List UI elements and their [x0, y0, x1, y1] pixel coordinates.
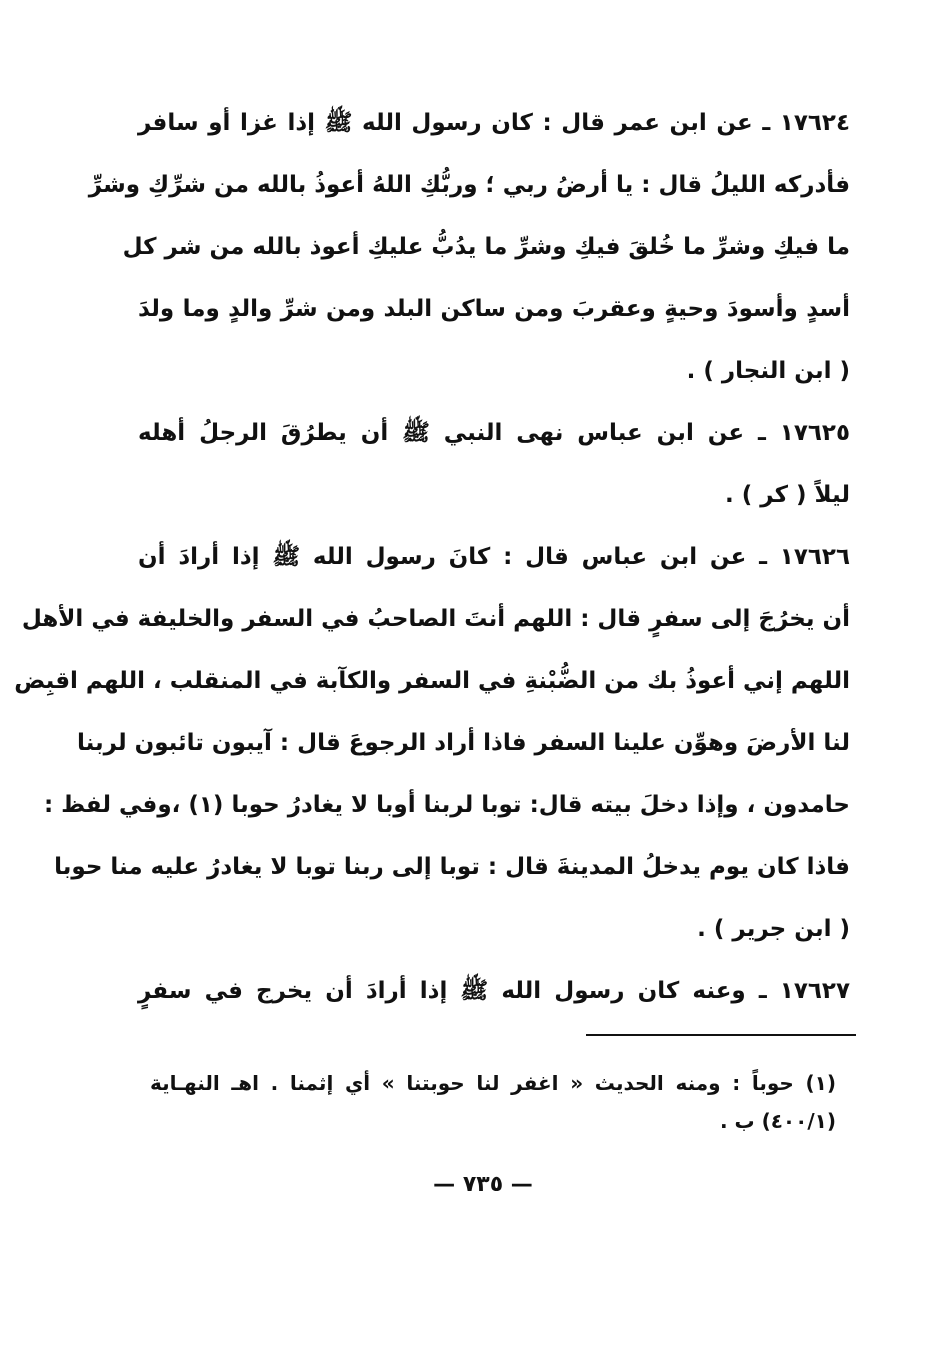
footnote-divider	[586, 1034, 856, 1036]
text-line: ١٧٦٢٦ ـ عن ابن عباس قال : كانَ رسول الله ﷺ إذا أرادَ أن	[138, 544, 850, 570]
page-number: — ٧٣٥ —	[433, 1172, 533, 1197]
text-line: لنا الأرضَ وهوِّن علينا السفر فاذا أراد الرجوعَ قال : آيبون تائبون لربنا	[76, 730, 850, 756]
main-text	[14, 108, 850, 1038]
text-line: فأدركه الليلُ قال : يا أرضُ ربي ؛ وربُّكِ اللهُ أعوذُ بالله من شرِّكِ وشرِّ	[88, 172, 850, 198]
text-line: ما فيكِ وشرِّ ما خُلقَ فيكِ وشرِّ ما يدُبُّ عليكِ أعوذ بالله من شر كل	[122, 234, 850, 260]
footnote	[150, 1068, 836, 1144]
text-line: حامدون ، وإذا دخلَ بيته قال: توبا لربنا أوبا لا يغادرُ حوبا (١) ،وفي لفظ :	[43, 792, 850, 818]
text-line: أن يخرُجَ إلى سفرٍ قال : اللهم أنتَ الصاحبُ في السفر والخليفة في الأهل	[21, 606, 850, 632]
text-line: ( ابن النجار ) .	[686, 358, 850, 384]
text-line: ليلاً ( كر ) .	[725, 482, 850, 508]
footnote-line: (١) حوباً : ومنه الحديث « اغفر لنا حوبتنا » أي إثمنا . اهـ النهـاية	[150, 1071, 836, 1095]
text-line: فاذا كان يوم يدخلُ المدينةَ قال : توبا إلى ربنا توبا لا يغادرُ عليه منا حوبا	[54, 854, 850, 880]
text-line: ١٧٦٢٧ ـ وعنه كان رسول الله ﷺ إذا أرادَ أن يخرج في سفرٍ	[138, 978, 850, 1004]
text-line: ( ابن جرير ) .	[697, 916, 850, 942]
footnote-line: (٤٠٠/١) ب .	[719, 1109, 836, 1133]
text-line: أسدٍ وأسودَ وحيةٍ وعقربَ ومن ساكن البلد ومن شرِّ والدٍ وما ولدَ	[138, 296, 850, 322]
text-line: ١٧٦٢٤ ـ عن ابن عمر قال : كان رسول الله ﷺ إذا غزا أو سافر	[138, 110, 850, 136]
text-line: ١٧٦٢٥ ـ عن ابن عباس نهى النبي ﷺ أن يطرُقَ الرجلُ أهله	[138, 420, 850, 446]
text-line: اللهم إني أعوذُ بك من الضُّبْنةِ في السفر والكآبة في المنقلب ، اللهم اقبِض	[14, 668, 850, 694]
